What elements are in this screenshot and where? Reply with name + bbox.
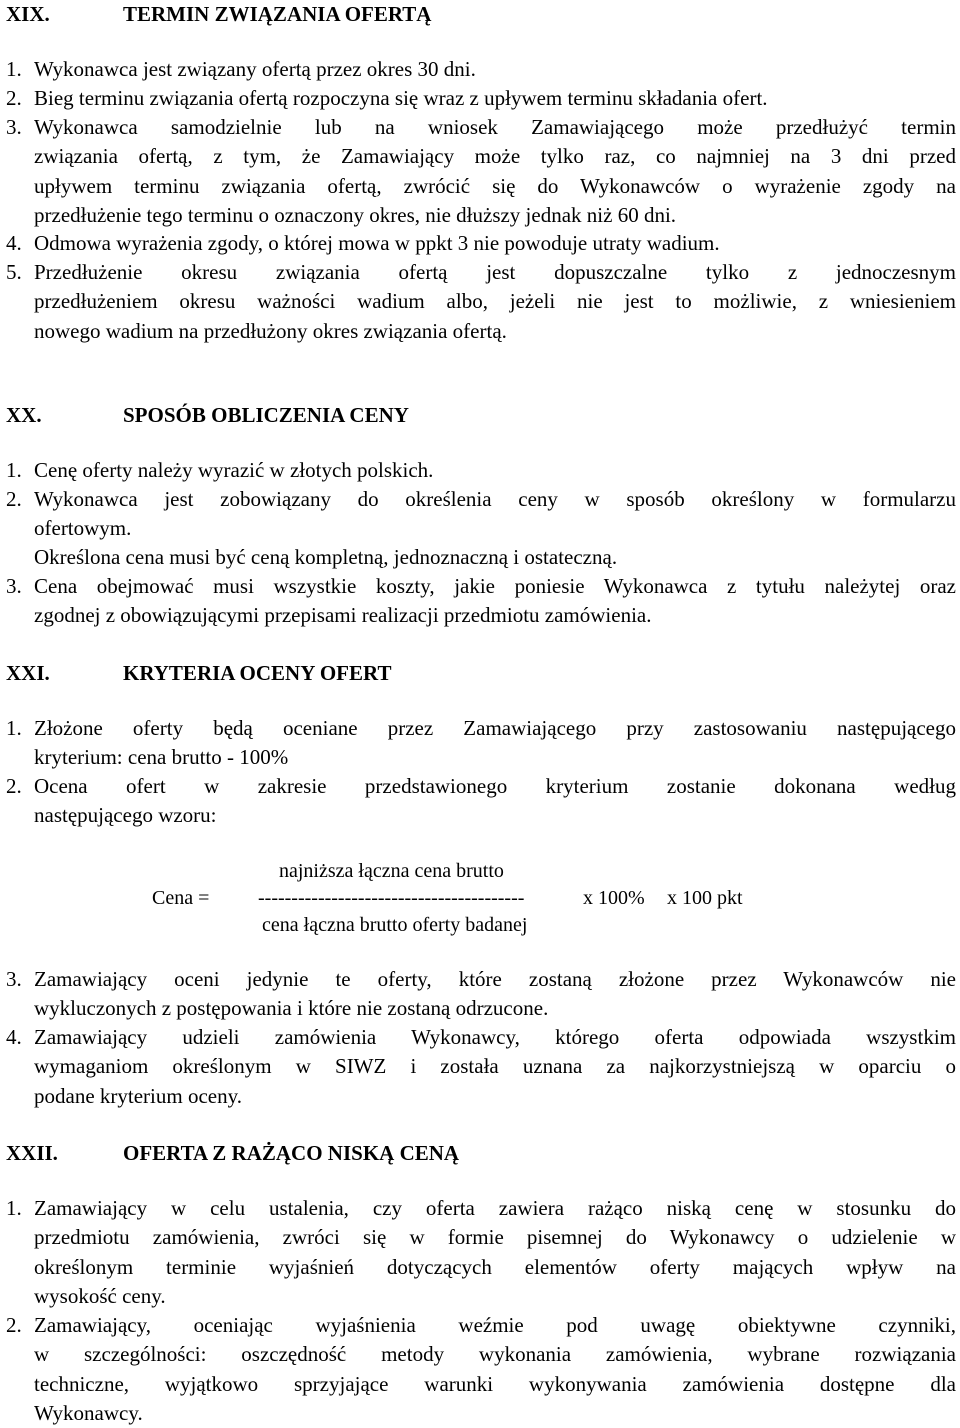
formula-denominator: cena łączna brutto oferty badanej bbox=[262, 914, 528, 936]
item-text-line: nowego wadium na przedłużony okres związania ofertą. bbox=[34, 318, 507, 343]
item-text-line: Złożone oferty będą oceniane przez Zamawiającego przy zastosowaniu następującego bbox=[34, 716, 956, 740]
item-text-line: ofertowym. bbox=[34, 516, 132, 541]
formula-multiplier-percent: x 100% bbox=[583, 887, 645, 909]
item-text-line: Cena obejmować musi wszystkie koszty, jakie poniesie Wykonawca z tytułu należytej oraz bbox=[34, 574, 956, 598]
item-text-line: Zamawiający oceni jedynie te oferty, które zostaną złożone przez Wykonawców nie bbox=[34, 967, 956, 991]
section-heading-xx bbox=[6, 401, 409, 430]
item-text-line: przedłużeniem okresu ważności wadium albo, jeżeli nie jest to możliwie, z wniesieniem bbox=[34, 289, 956, 314]
item-number: 5. bbox=[6, 260, 22, 284]
item-text-line: Odmowa wyrażenia zgody, o której mowa w ppkt 3 nie powoduje utraty wadium. bbox=[34, 231, 720, 255]
list-item bbox=[6, 1194, 956, 1311]
formula-multiplier-points: x 100 pkt bbox=[667, 887, 743, 909]
section-number: XIX. bbox=[6, 2, 50, 26]
list-item bbox=[6, 55, 956, 84]
item-number: 3. bbox=[6, 967, 22, 991]
section-title: TERMIN ZWIĄZANIA OFERTĄ bbox=[123, 2, 432, 26]
item-text-line: zgodnej z obowiązującymi przepisami realizacji przedmiotu zamówienia. bbox=[34, 603, 652, 628]
list-item bbox=[6, 714, 956, 773]
item-text-line: Ocena ofert w zakresie przedstawionego kryterium zostanie dokonana według bbox=[34, 774, 956, 798]
item-text-line: przedmiotu zamówienia, zwróci się w formie pisemnej do Wykonawcy o udzielenie w bbox=[34, 1225, 956, 1250]
item-text-line: Wykonawcy. bbox=[34, 1400, 143, 1425]
item-text-line: Zamawiający udzieli zamówienia Wykonawcy, którego oferta odpowiada wszystkim bbox=[34, 1025, 956, 1049]
list-item bbox=[6, 1023, 956, 1111]
section-number: XX. bbox=[6, 403, 42, 427]
item-number: 3. bbox=[6, 574, 22, 598]
item-number: 4. bbox=[6, 231, 22, 255]
item-note: Określona cena musi być ceną kompletną, jednoznaczną i ostateczną. bbox=[34, 545, 618, 569]
item-text-line: kryterium: cena brutto - 100% bbox=[34, 745, 289, 770]
item-number: 1. bbox=[6, 458, 22, 482]
section-title: KRYTERIA OCENY OFERT bbox=[123, 661, 392, 685]
list-item bbox=[6, 84, 956, 113]
list-item bbox=[6, 113, 956, 230]
item-text-line: w szczególności: oszczędność metody wykonania zamówienia, wybrane rozwiązania bbox=[34, 1342, 956, 1367]
formula-lhs: Cena = bbox=[152, 887, 210, 909]
list-item bbox=[6, 258, 956, 346]
section-heading-xix bbox=[6, 0, 431, 29]
list-item bbox=[6, 772, 956, 831]
item-text-line: wykluczonych z postępowania i które nie zostaną odrzucone. bbox=[34, 996, 549, 1021]
item-text-line: Wykonawca jest zobowiązany do określenia ceny w sposób określony w formularzu bbox=[34, 487, 956, 511]
item-text-line: techniczne, wyjątkowo sprzyjające warunki wykonywania zamówienia dostępne dla bbox=[34, 1371, 956, 1396]
section-title: SPOSÓB OBLICZENIA CENY bbox=[123, 403, 409, 427]
list-item bbox=[6, 485, 956, 544]
list-item bbox=[6, 965, 956, 1024]
item-text-line: wymaganiom określonym w SIWZ i została uznana za najkorzystniejszą w oparciu o bbox=[34, 1054, 956, 1079]
formula-numerator: najniższa łączna cena brutto bbox=[279, 860, 504, 882]
item-number: 3. bbox=[6, 115, 22, 139]
item-number: 2. bbox=[6, 1313, 22, 1337]
item-number: 2. bbox=[6, 86, 22, 110]
item-number: 4. bbox=[6, 1025, 22, 1049]
item-text-line: następującego wzoru: bbox=[34, 803, 217, 828]
item-text-line: Cenę oferty należy wyrazić w złotych polskich. bbox=[34, 458, 434, 482]
item-number: 1. bbox=[6, 57, 22, 81]
section-number: XXI. bbox=[6, 661, 50, 685]
list-item bbox=[6, 456, 956, 485]
formula-fraction-bar: ---------------------------------------- bbox=[258, 887, 525, 909]
section-title: OFERTA Z RAŻĄCO NISKĄ CENĄ bbox=[123, 1141, 460, 1165]
section-number: XXII. bbox=[6, 1141, 58, 1165]
item-text-line: związania ofertą, z tym, że Zamawiający może tylko raz, co najmniej na 3 dni przed bbox=[34, 144, 956, 169]
item-text-line: Bieg terminu związania ofertą rozpoczyna się wraz z upływem terminu składania ofert. bbox=[34, 86, 768, 110]
list-item bbox=[6, 572, 956, 631]
section-heading-xxii bbox=[6, 1139, 459, 1168]
item-text-line: Zamawiający w celu ustalenia, czy oferta zawiera rażąco niską cenę w stosunku do bbox=[34, 1196, 956, 1220]
item-text-line: podane kryterium oceny. bbox=[34, 1083, 242, 1108]
item-number: 1. bbox=[6, 1196, 22, 1220]
item-text-line: przedłużenie tego terminu o oznaczony okres, nie dłuższy jednak niż 60 dni. bbox=[34, 202, 677, 227]
section-heading-xxi bbox=[6, 659, 391, 688]
item-number: 1. bbox=[6, 716, 22, 740]
item-text-line: upływem terminu związania ofertą, zwrócić się do Wykonawców o wyrażenie zgody na bbox=[34, 173, 956, 198]
item-text-line: Wykonawca jest związany ofertą przez okres 30 dni. bbox=[34, 57, 476, 81]
item-number: 2. bbox=[6, 774, 22, 798]
item-text-line: Zamawiający, oceniając wyjaśnienia weźmie pod uwagę obiektywne czynniki, bbox=[34, 1313, 956, 1337]
item-text-line: określonym terminie wyjaśnień dotyczących elementów oferty mających wpływ na bbox=[34, 1254, 956, 1279]
list-item bbox=[6, 229, 956, 258]
item-number: 2. bbox=[6, 487, 22, 511]
list-item bbox=[6, 1311, 956, 1428]
item-text-line: wysokość ceny. bbox=[34, 1283, 166, 1308]
item-text-line: Wykonawca samodzielnie lub na wniosek Zamawiającego może przedłużyć termin bbox=[34, 115, 956, 139]
item-text-line: Przedłużenie okresu związania ofertą jest dopuszczalne tylko z jednoczesnym bbox=[34, 260, 956, 284]
